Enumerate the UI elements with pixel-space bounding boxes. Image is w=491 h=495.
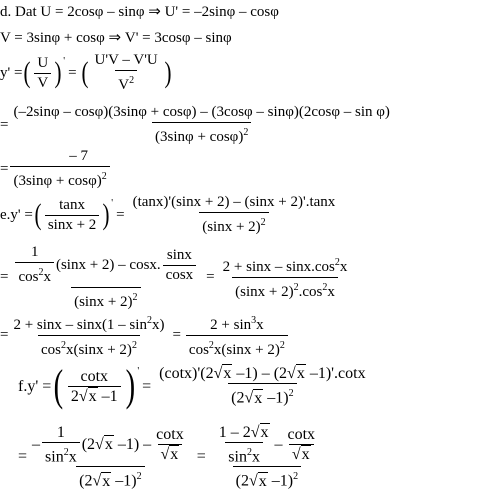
- frac-e2-right: $\frac{2 + \sin x - \sin x.\cos^2x}{(\sin x + 2)^2.\cos^2x}$: [222, 257, 348, 300]
- frac-quotient-rule: [92, 52, 161, 94]
- line-d-1: [0, 4, 279, 21]
- num-u: U: [37, 54, 49, 71]
- frac-e2-left: $\frac{1}{\cos^2x}$ (sinx + 2) – cosx. $\frac{\sin x}{\cos x}$ $(\sin x + 2)^2$: [10, 244, 201, 311]
- line-step2: [0, 148, 112, 190]
- frac-e3-right: $\frac{2 + \sin^3x}{\cos^2x(\sin x + 2)^2}$: [186, 312, 288, 359]
- frac-f2-right: $\frac{1 - 2√x}{\sin^2x}$ – $\frac{\cot x}{√x}$ (2√x –1)$^2$: [218, 424, 316, 490]
- frac-e3-left: $\frac{2 + \sin x - \sin x(1 - \sin^2x)}{\cos^2x(\sin x + 2)^2}$: [13, 315, 165, 358]
- step2-num: – 7: [69, 148, 88, 164]
- equals: =: [0, 160, 9, 177]
- text-d1: d. Dat U = 2cosφ – sinφ ⇒ U' = –2sinφ – cosφ: [0, 4, 279, 20]
- line-e2: = $\frac{1}{\cos^2x}$ (sinx + 2) – cosx. $\frac{\sin x}{\cos x}$ $(\sin x + 2)^2$ = $\frac{2 + \sin x - \sin x.\cos^2x}{(\sin x + 2)^2.\cos^2x}$: [0, 244, 352, 311]
- line-d-2: [0, 30, 232, 47]
- frac-f-rhs: $\frac{(\cot x)'(2√x -1) - (2√x -1)'.\cot x}{(2√x -1)^2}$: [159, 365, 366, 407]
- quotient-den: $V^2$: [115, 70, 137, 94]
- line-step1: [0, 104, 395, 146]
- frac-step1: [10, 104, 392, 146]
- step2-den: $(3\sin\varphi + \cos\varphi)^2$: [10, 166, 109, 190]
- f-lhs: f.y' =: [18, 377, 52, 395]
- frac-u-v: [34, 55, 51, 92]
- line-e3: = $\frac{2 + \sin x - \sin x(1 - \sin^2x)}{\cos^2x(\sin x + 2)^2}$ = $\frac{2 + \sin^3x}{\cos^2x(\sin x + 2)^2}$: [0, 312, 290, 359]
- e-lhs: e.y' =: [0, 206, 33, 223]
- quotient-num: U'V – V'U: [94, 52, 158, 68]
- equals: =: [68, 64, 77, 81]
- frac-cot: $\frac{\cot x}{2√x -1}$: [68, 368, 121, 405]
- frac-tan: $\frac{\tan x}{\sin x + 2}$: [45, 197, 99, 234]
- line-f: f.y' = ( $\frac{\cot x}{2√x -1}$ ) ' = $\frac{(\cot x)'(2√x -1) - (2√x -1)'.\cot x}{(2√x -1)^2}$: [18, 364, 371, 408]
- line-f2: = – $\frac{1}{\sin^2x}$ (2√x –1) – $\frac{\cot x}{√x}$ (2√x –1)$^2$ = $\frac{1 - 2√x}{\sin^2x}$ – $\frac{\cot x}{√x}$ (2√x –1)$^2$: [18, 424, 325, 490]
- step1-num: (–2sinφ – cosφ)(3sinφ + cosφ) – (3cosφ – sinφ)(2cosφ – sin φ): [13, 104, 390, 120]
- frac-f2-left: – $\frac{1}{\sin^2x}$ (2√x –1) – $\frac{\cot x}{√x}$ (2√x –1)$^2$: [32, 424, 184, 490]
- frac-e-rhs: $\frac{(\tan x)'(\sin x + 2) - (\sin x + 2)'.\tan x}{(\sin x + 2)^2}$: [132, 194, 336, 235]
- yprime-lhs: y' =: [0, 64, 23, 81]
- den-v: V: [34, 73, 51, 92]
- line-yprime: y' = ( $\frac{U}{V}$ ) ' = ( $\frac{U'V - V'U}{V^2}$ ): [0, 52, 172, 93]
- frac-step2: [10, 148, 109, 190]
- equals: =: [0, 116, 9, 133]
- text-d2: V = 3sinφ + cosφ ⇒ V' = 3cosφ – sinφ: [0, 30, 232, 46]
- line-e: e.y' = ( $\frac{\tan x}{\sin x + 2}$ ) ' = $\frac{(\tan x)'(\sin x + 2) - (\sin x + 2)'.\tan x}{(\sin x + 2)^2}$: [0, 194, 340, 236]
- step1-den: $(3\sin\varphi + \cos\varphi)^2$: [152, 122, 251, 146]
